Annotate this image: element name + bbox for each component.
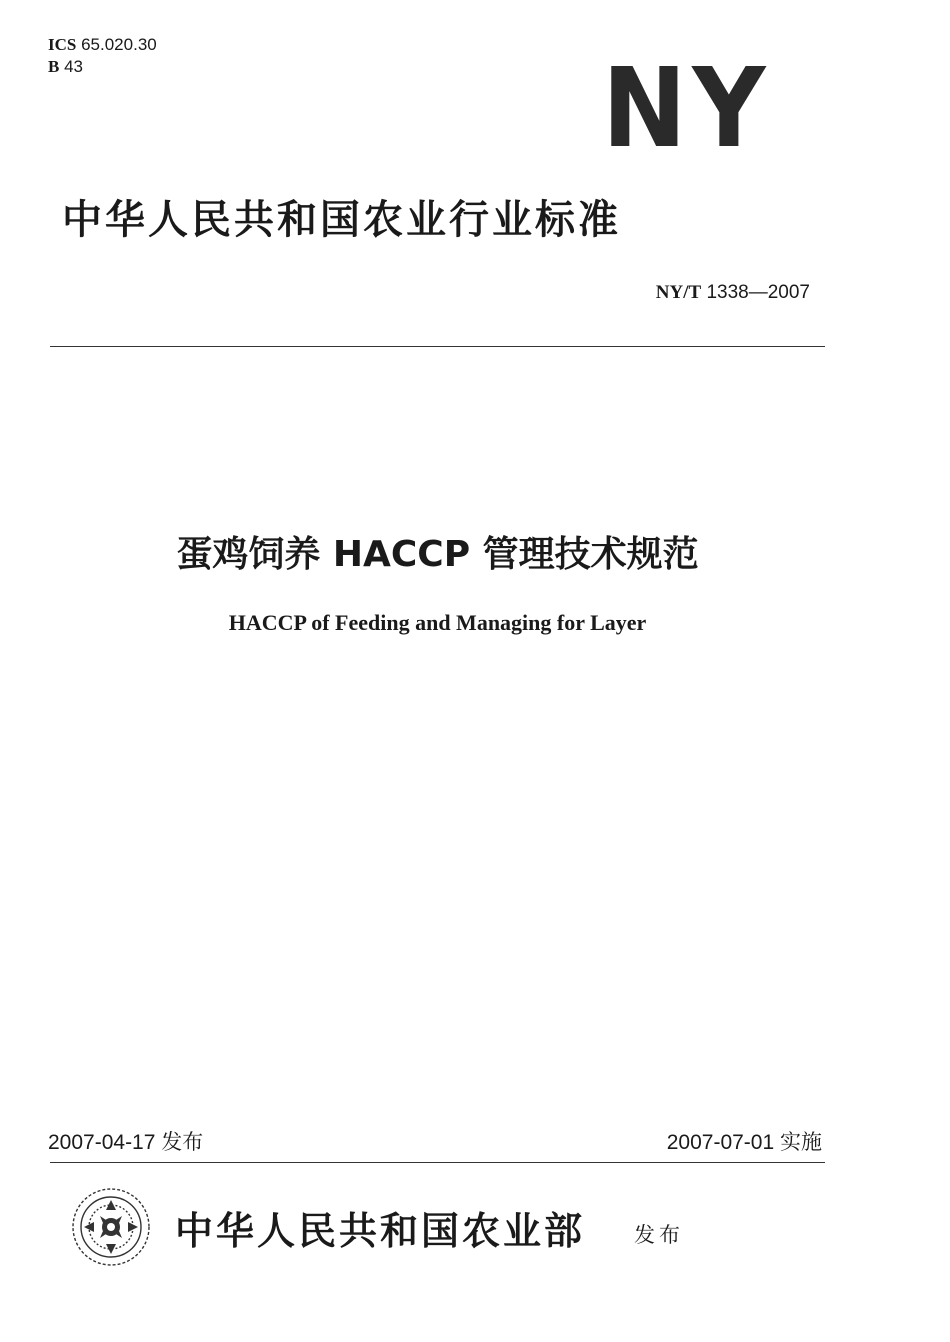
ny-logo: NY [602,44,772,172]
implement-date-value: 2007-07-01 [666,1131,775,1154]
bottom-divider [50,1162,825,1163]
ics-prefix: ICS [48,35,77,54]
standard-prefix: NY/T [655,282,702,303]
issue-date [48,1126,203,1156]
top-divider [50,346,825,347]
classification-codes [48,34,157,78]
ccs-code: 43 [64,57,83,76]
issue-date-label: 发布 [161,1131,204,1154]
issue-date-value: 2007-04-17 [48,1131,156,1154]
ccs-prefix: B [48,57,60,76]
org-title: 中华人民共和国农业行业标准 [62,197,621,243]
implement-date-label: 实施 [780,1131,822,1154]
document-title-en: HACCP of Feeding and Managing for Layer [228,610,647,635]
ccs-code-line [48,56,157,78]
implement-date [667,1126,822,1156]
ics-code: 65.020.30 [81,35,157,54]
publisher-name: 中华人民共和国农业部 [175,1208,586,1253]
ics-code-line [48,34,157,56]
standard-code: 1338—2007 [706,282,810,303]
standard-number [656,282,810,304]
ministry-emblem-icon [70,1186,152,1268]
document-title-zh: 蛋鸡饲养 HACCP 管理技术规范 [176,534,699,575]
publisher-suffix: 发布 [634,1223,684,1247]
